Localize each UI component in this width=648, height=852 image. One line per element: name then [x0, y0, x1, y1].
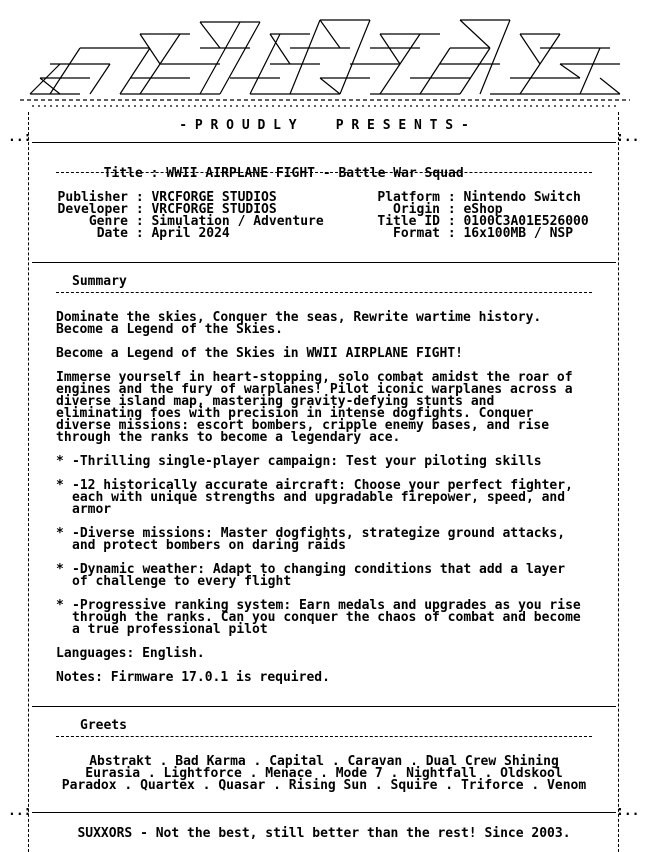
- feature-text-4: -Dynamic weather: Adapt to changing conditions that add a layer of challenge to every flight: [72, 562, 566, 589]
- info-left-publisher: Publisher : VRCFORGE STUDIOS: [57, 190, 277, 205]
- frame-right-mark-bottom: :..: [616, 804, 640, 819]
- origin-label: Origin: [393, 202, 440, 217]
- developer-value: VRCFORGE STUDIOS: [151, 202, 277, 217]
- title-id-value: 0100C3A01E526000: [463, 214, 589, 229]
- feature-text-1: -Thrilling single-player campaign: Test your piloting skills: [72, 454, 542, 469]
- publisher-value: VRCFORGE STUDIOS: [151, 190, 277, 205]
- frame-left-edge: [28, 112, 29, 852]
- bullet-marker: *: [56, 454, 64, 469]
- divider-title: [56, 172, 592, 173]
- info-right-platform: Platform : Nintendo Switch: [377, 190, 581, 205]
- format-value: 16x100MB / NSP: [463, 226, 574, 241]
- bullet-marker: *: [56, 478, 64, 493]
- bullet-marker: *: [56, 598, 64, 613]
- title-id-label: Title ID: [377, 214, 440, 229]
- notes-line: Notes: Firmware 17.0.1 is required.: [56, 670, 330, 685]
- summary-paragraph-3: Immerse yourself in heart-stopping, solo combat amidst the roar of engines and the fury of warplanes! Pilot iconic warplanes across a diverse island map, mastering gravity-defying stunts and eliminating foes with precision in intense dogfights. Conquer diverse missions: escort bombers, cripple enemy bases, and rise through the ranks to become a legendary ace.: [56, 370, 573, 445]
- bullet-marker: *: [56, 526, 64, 541]
- developer-label: Developer: [57, 202, 128, 217]
- frame-left-mark-bottom: ..:: [8, 804, 32, 819]
- divider-presents: [32, 142, 616, 143]
- title-value: WWII AIRPLANE FIGHT - Battle War Squad: [166, 166, 464, 181]
- divider-greets: [56, 736, 592, 737]
- divider-info: [32, 262, 616, 263]
- greets-line-2: Eurasia . Lightforce . Menace . Mode 7 . Nightfall . Oldskool: [85, 766, 563, 781]
- format-label: Format: [393, 226, 440, 241]
- publisher-label: Publisher: [57, 190, 128, 205]
- presents-banner: - P R O U D L Y P R E S E N T S -: [179, 118, 469, 133]
- info-right-title-id: Title ID : 0100C3A01E526000: [377, 214, 589, 229]
- platform-value: Nintendo Switch: [463, 190, 581, 205]
- origin-value: eShop: [463, 202, 503, 217]
- info-left-date: Date : April 2024: [56, 228, 230, 240]
- feature-bullet-5: [56, 600, 596, 636]
- summary-paragraph-1: Dominate the skies, Conquer the seas, Rewrite wartime history. Become a Legend of the Skies.: [56, 310, 542, 337]
- frame-right-mark-top: :..: [616, 130, 640, 145]
- frame-right-edge: [618, 112, 619, 852]
- release-title: Title : WWII AIRPLANE FIGHT - Battle War Squad: [103, 166, 464, 181]
- bullet-marker: *: [56, 562, 64, 577]
- languages-line: Languages: English.: [56, 646, 205, 661]
- suxxors-ascii-logo: [20, 14, 630, 110]
- feature-bullet-4: [56, 564, 596, 588]
- greets-line-3: Paradox . Quartex . Quasar . Rising Sun . Squire . Triforce . Venom: [61, 778, 587, 793]
- feature-text-3: -Diverse missions: Master dogfights, strategize ground attacks, and protect bombers on daring raids: [72, 526, 566, 553]
- info-right-origin: Origin : eShop: [376, 204, 503, 216]
- feature-text-5: -Progressive ranking system: Earn medals and upgrades as you rise through the ranks. Can you conquer the chaos of combat and become a true professional pilot: [72, 598, 581, 637]
- greets-heading: Greets: [80, 718, 127, 733]
- divider-greets-end: [32, 812, 616, 813]
- genre-value: Simulation / Adventure: [151, 214, 324, 229]
- divider-summary: [56, 292, 592, 293]
- summary-heading: Summary: [72, 274, 127, 289]
- platform-label: Platform: [377, 190, 440, 205]
- date-value: April 2024: [151, 226, 230, 241]
- info-left-genre: Genre : Simulation / Adventure: [56, 216, 324, 228]
- feature-bullet-2: [56, 480, 596, 516]
- feature-bullet-1: [56, 456, 596, 468]
- frame-left-mark-top: ..:: [8, 130, 32, 145]
- feature-text-2: -12 historically accurate aircraft: Choose your perfect fighter, each with unique strengths and upgradable firepower, speed, and armor: [72, 478, 573, 517]
- info-left-developer: Developer : VRCFORGE STUDIOS: [57, 202, 277, 217]
- summary-paragraph-2: Become a Legend of the Skies in WWII AIRPLANE FIGHT!: [56, 346, 463, 361]
- title-label: Title: [103, 166, 143, 181]
- date-label: Date: [96, 226, 128, 241]
- genre-label: Genre: [88, 214, 128, 229]
- feature-bullet-3: [56, 528, 596, 552]
- divider-summary-end: [32, 706, 616, 707]
- info-right-format: Format : 16x100MB / NSP: [376, 228, 573, 240]
- footer-tagline: SUXXORS - Not the best, still better than the rest! Since 2003.: [77, 826, 571, 841]
- greets-line-1: Abstrakt . Bad Karma . Capital . Caravan . Dual Crew Shining: [89, 754, 559, 769]
